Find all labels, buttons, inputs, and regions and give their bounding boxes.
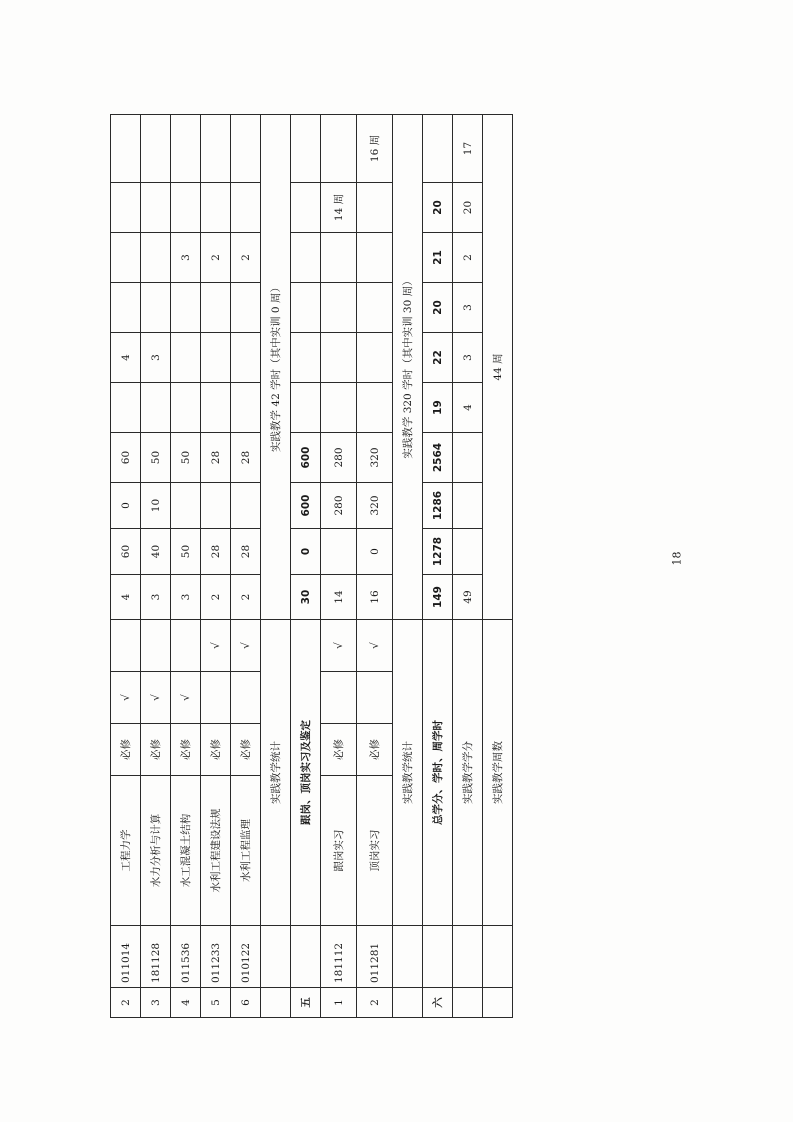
- practice-stat-label: 实践教学统计: [393, 620, 423, 926]
- practice-weeks-value: 44 周: [483, 115, 513, 620]
- practice-stat-text: 实践教学 320 学时（其中实训 30 周）: [393, 115, 423, 620]
- table-row: 6 010122 水利工程监理 必修 √ 2 28 28 2: [231, 115, 261, 1018]
- section-five-title: 跟岗、顶岗实习及鉴定: [291, 620, 321, 926]
- practice-weeks-label: 实践教学周数: [483, 620, 513, 926]
- table-row: 3 181128 水力分析与计算 必修 √ 3 40 10 50 3: [141, 115, 171, 1018]
- table-row: 4 011536 水工混凝土结构 必修 √ 3 50 50 3: [171, 115, 201, 1018]
- practice-credits-row: 实践教学学分 49 4 3 3 2 20 17: [453, 115, 483, 1018]
- section-six-row: 六 总学分、学时、周学时 149 1278 1286 2564 19 22 20 21 20: [423, 115, 453, 1018]
- section-five-row: 五 跟岗、顶岗实习及鉴定 30 0 600 600: [291, 115, 321, 1018]
- table-row: 2 011281 顶岗实习 必修 √ 16 0 320 320 16 周: [357, 115, 393, 1018]
- course-table: [110, 114, 513, 1018]
- practice-stat-label: 实践教学统计: [261, 620, 291, 926]
- table-row: 5 011233 水利工程建设法规 必修 √ 2 28 28 2: [201, 115, 231, 1018]
- rotated-course-table: [110, 115, 504, 1018]
- practice-credits-label: 实践教学学分: [453, 620, 483, 926]
- table-row: 1 181112 跟岗实习 必修 √ 14 280 280 14 周: [321, 115, 357, 1018]
- page-number: 18: [670, 551, 684, 566]
- practice-weeks-row: [483, 115, 513, 1018]
- section-six-title: 总学分、学时、周学时: [423, 620, 453, 926]
- practice-stat-text: 实践教学 42 学时（其中实训 0 周）: [261, 115, 291, 620]
- practice-stat-row: [261, 115, 291, 1018]
- practice-stat-row: [393, 115, 423, 1018]
- table-row: 2 011014 工程力学 必修 √ 4 60 0 60 4: [111, 115, 141, 1018]
